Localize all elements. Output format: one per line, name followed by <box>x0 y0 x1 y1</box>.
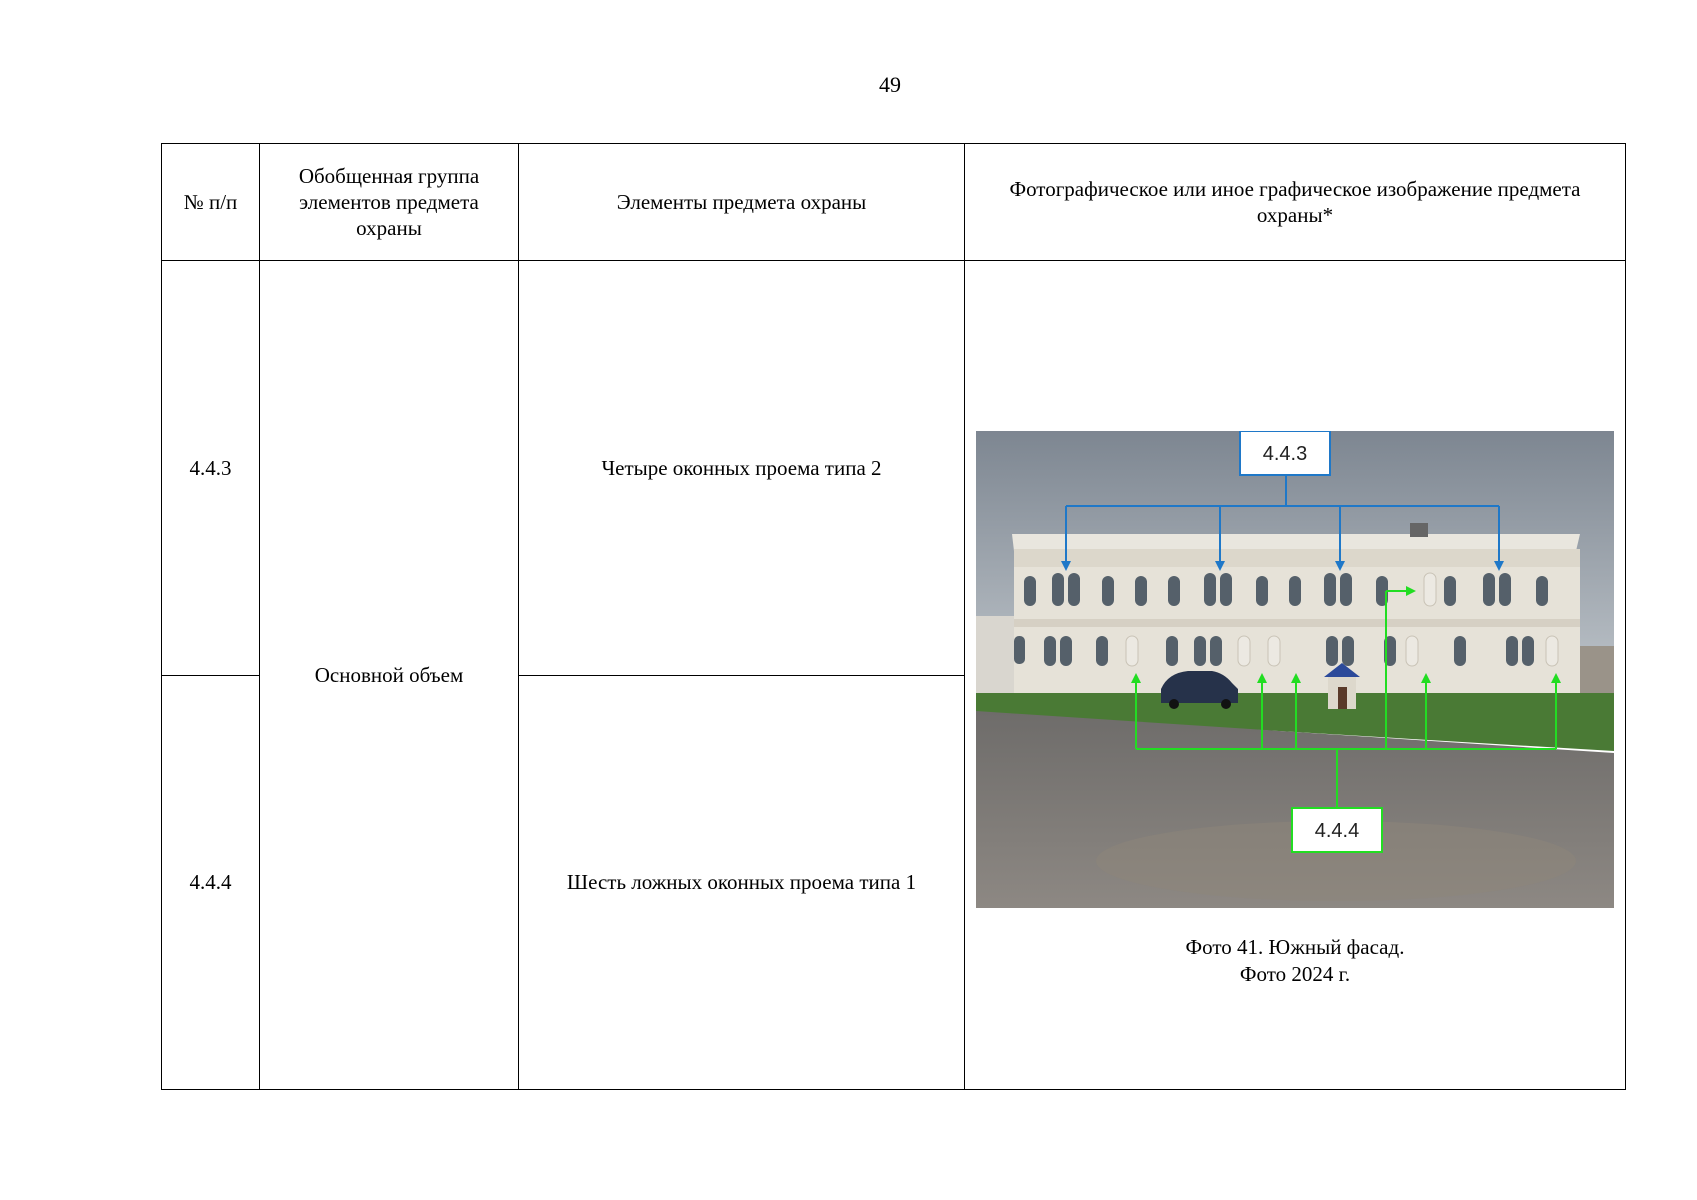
row-element: Шесть ложных оконных проема типа 1 <box>519 675 965 1089</box>
table-row <box>162 261 1626 675</box>
group-cell: Основной объем <box>260 261 519 1090</box>
header-number: № п/п <box>162 144 260 261</box>
page-number: 49 <box>879 72 901 97</box>
facade-photo <box>976 431 1614 908</box>
callout-label-top: 4.4.3 <box>1262 443 1308 466</box>
row-number: 4.4.4 <box>162 675 260 1089</box>
protection-elements-table <box>161 143 1626 1090</box>
photo-cell <box>965 261 1626 1090</box>
row-element: Четыре оконных проема типа 2 <box>519 261 965 675</box>
table-header-row <box>162 144 1626 261</box>
caption-line-1: Фото 41. Южный фасад. <box>1185 935 1405 960</box>
header-elements: Элементы предмета охраны <box>519 144 965 261</box>
caption-line-2: Фото 2024 г. <box>1239 962 1351 987</box>
header-group: Обобщенная группа элементов предмета охраны <box>260 144 519 261</box>
callout-label-bottom: 4.4.4 <box>1314 820 1360 843</box>
row-number: 4.4.3 <box>162 261 260 675</box>
header-image: Фотографическое или иное графическое изображение предмета охраны* <box>965 144 1626 261</box>
photo-caption <box>965 934 1625 989</box>
